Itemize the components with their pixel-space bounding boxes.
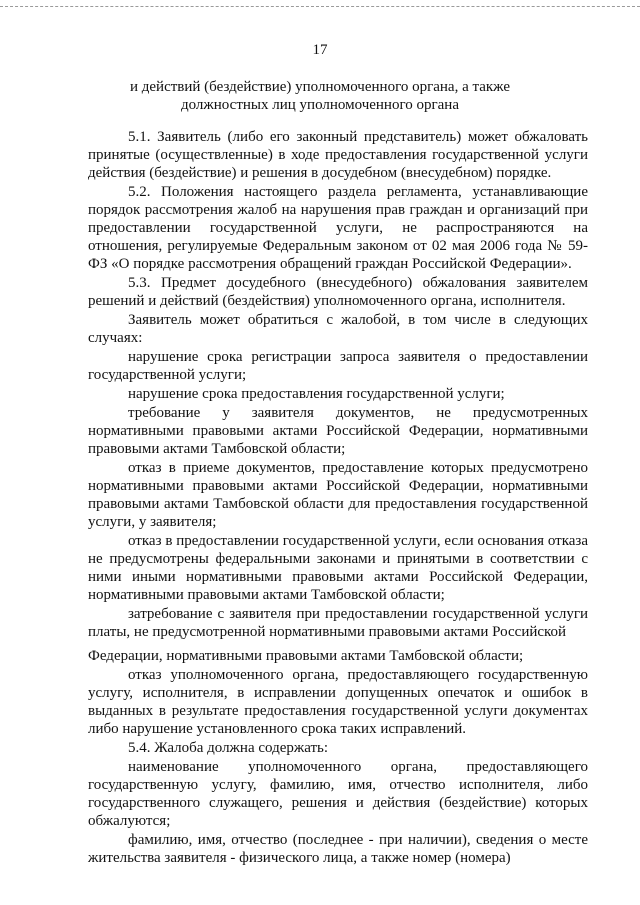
title-line-2: должностных лиц уполномоченного органа <box>181 97 459 113</box>
list-item: нарушение срока регистрации запроса заявителя о предоставлении государственной услуги; <box>88 349 588 383</box>
page-number: 17 <box>312 42 328 58</box>
list-item: отказ уполномоченного органа, предоставляющего государственную услугу, исполнителя, в исправлении допущенных опечаток и ошибок в выданных в результате предоставления государственной услуги документах либо нарушение установленного срока таких исправлений. <box>88 667 588 737</box>
title-line-1: и действий (бездействие) уполномоченного органа, а также <box>129 79 511 95</box>
paragraph-5-4: 5.4. Жалоба должна содержать: <box>128 740 329 756</box>
body-text-part-1 <box>88 128 588 642</box>
list-item: наименование уполномоченного органа, предоставляющего государственную услугу, фамилию, имя, отчество исполнителя, либо государственного служащего, решения и действия (бездействие) которых обжалуются; <box>88 759 588 829</box>
list-item: нарушение срока предоставления государственной услуги; <box>128 386 505 402</box>
scan-top-border <box>0 6 640 7</box>
list-item: отказ в приеме документов, предоставление которых предусмотрено нормативными правовыми актами Российской Федерации, нормативными правовыми актами Тамбовской области для предоставления государственной услуги, у заявителя; <box>88 460 588 530</box>
list-item: фамилию, имя, отчество (последнее - при наличии), сведения о месте жительства заявителя - физического лица, а также номер (номера) <box>88 832 588 866</box>
body-text-part-2 <box>88 647 588 868</box>
list-item: требование у заявителя документов, не предусмотренных нормативными правовыми актами Российской Федерации, нормативными правовыми актами Тамбовской области; <box>88 405 588 457</box>
paragraph-5-3: 5.3. Предмет досудебного (внесудебного) обжалования заявителем решений и действий (бездействия) уполномоченного органа, исполнителя. <box>88 275 588 309</box>
list-item: отказ в предоставлении государственной услуги, если основания отказа не предусмотрены федеральными законами и принятыми в соответствии с ними иными нормативными правовыми актами Российской Федерации, нормативными правовыми актами Тамбовской области; <box>88 533 588 603</box>
list-item: затребование с заявителя при предоставлении государственной услуги платы, не предусмотренной нормативными правовыми актами Российской <box>88 606 588 640</box>
paragraph-cases-intro: Заявитель может обратиться с жалобой, в том числе в следующих случаях: <box>88 312 588 346</box>
paragraph-5-1: 5.1. Заявитель (либо его законный представитель) может обжаловать принятые (осуществленные) в ходе предоставления государственной услуги действия (бездействие) и решения в досудебном (внесудебном) порядке. <box>88 129 588 181</box>
section-title <box>60 78 580 114</box>
list-item-continuation: Федерации, нормативными правовыми актами Тамбовской области; <box>88 648 524 664</box>
paragraph-5-2: 5.2. Положения настоящего раздела регламента, устанавливающие порядок рассмотрения жалоб на нарушения прав граждан и организаций при предоставлении государственной услуги, не распространяются на отношения, регулируемые Федеральным законом от 02 мая 2006 года № 59-ФЗ «О порядке рассмотрения обращений граждан Российской Федерации». <box>88 184 588 272</box>
